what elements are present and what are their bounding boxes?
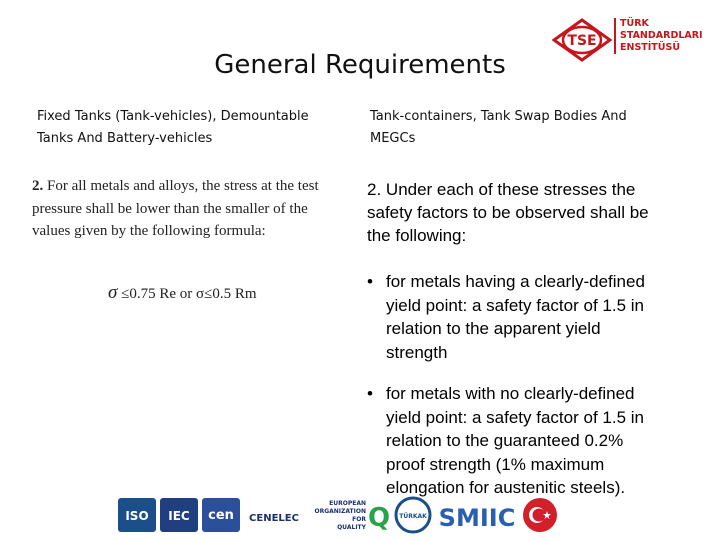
turkey-flag-icon [522, 496, 558, 534]
para-number: 2. [32, 178, 44, 194]
stress-formula [108, 282, 257, 304]
bullet-icon: • [367, 272, 373, 291]
bullet-line: relation to the guaranteed 0.2% [386, 431, 624, 450]
para-line: For all metals and alloys, the stress at the test [43, 178, 319, 194]
left-paragraph [32, 175, 332, 243]
svg-text:QUALITY: QUALITY [337, 524, 366, 531]
svg-text:Q: Q [368, 503, 390, 533]
sigma-symbol: σ [108, 282, 118, 303]
tse-mark-text: TSE [567, 33, 597, 49]
cen-logo-icon [202, 496, 240, 534]
svg-text:ORGANIZATION: ORGANIZATION [314, 508, 366, 515]
svg-text:EUROPEAN: EUROPEAN [329, 500, 366, 507]
eoq-logo-icon [308, 496, 368, 534]
q-logo-icon [368, 496, 390, 534]
iso-logo-icon [118, 496, 156, 534]
svg-text:ISO: ISO [125, 509, 149, 523]
heading-line: Tanks And Battery-vehicles [37, 131, 213, 146]
bullet-line: relation to the apparent yield [386, 319, 601, 338]
svg-text:FOR: FOR [352, 516, 366, 523]
tse-logo-text [614, 18, 718, 54]
left-column-heading [37, 106, 347, 150]
para-line: Under each of these stresses the [381, 180, 636, 199]
footer-logo-strip [118, 496, 558, 538]
heading-line: Tank-containers, Tank Swap Bodies And [370, 109, 627, 124]
cenelec-logo-icon [244, 496, 304, 534]
para-line: the following: [367, 226, 467, 245]
bullet-icon: • [367, 384, 373, 403]
right-paragraph [367, 178, 707, 247]
svg-text:IEC: IEC [168, 509, 190, 523]
para-line: values given by the following formula: [32, 223, 266, 239]
bullet-line: yield point: a safety factor of 1.5 in [386, 407, 644, 427]
right-column-heading [370, 106, 680, 150]
bullet-line: proof strength (1% maximum [386, 454, 605, 474]
smiic-logo-icon [436, 496, 518, 534]
tse-line: TÜRK [620, 18, 649, 29]
para-number: 2. [367, 180, 382, 199]
bullet-line: yield point: a safety factor of 1.5 in [386, 295, 644, 315]
bullet-line: strength [386, 342, 448, 362]
para-line: safety factors to be observed shall be [367, 203, 649, 222]
bullet-line: for metals with no clearly-defined [386, 384, 635, 403]
bullet-line: elongation for austenitic steels). [386, 478, 626, 497]
svg-text:cen: cen [208, 508, 234, 523]
tse-line: STANDARDLARI [620, 30, 703, 41]
svg-text:CENELEC: CENELEC [249, 513, 299, 524]
tse-logo [552, 18, 712, 62]
formula-text: ≤0.75 Re or σ≤0.5 Rm [117, 286, 257, 302]
svg-text:SMIIC: SMIIC [438, 504, 516, 532]
heading-line: MEGCs [370, 131, 416, 146]
svg-text:TÜRKAK: TÜRKAK [399, 513, 427, 520]
page-title: General Requirements [214, 50, 506, 80]
tse-logo-icon [552, 18, 612, 62]
para-line: pressure shall be lower than the smaller of the [32, 200, 308, 217]
turkak-logo-icon [394, 496, 432, 534]
tse-line: ENSTİTÜSÜ [620, 42, 681, 53]
bullet-line: for metals having a clearly-defined [386, 272, 645, 291]
heading-line: Fixed Tanks (Tank-vehicles), Demountable [37, 109, 309, 124]
iec-logo-icon [160, 496, 198, 534]
